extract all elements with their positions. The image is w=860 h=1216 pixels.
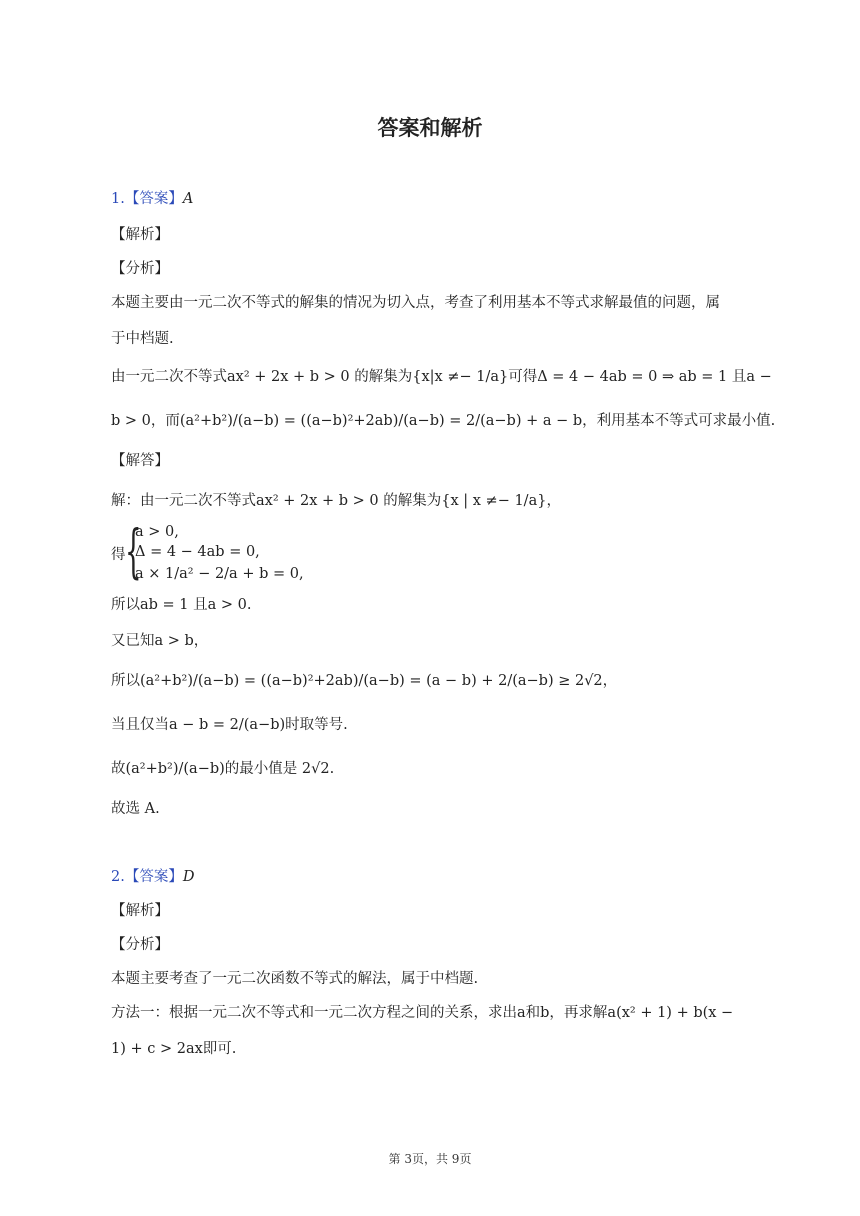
q1-system-row-1: a > 0, <box>135 524 179 540</box>
q2-answer-heading <box>111 866 194 888</box>
q1-fenxi-text-1: 本题主要由一元二次不等式的解集的情况为切入点，考查了利用基本不等式求解最值的问题，属 <box>111 295 720 311</box>
q1-answer: A <box>182 191 194 207</box>
page-footer: 第 3页，共 9页 <box>388 1152 472 1166</box>
q2-jiexi-heading: 【解析】 <box>111 903 169 919</box>
q1-system-row-3: a × 1/a² − 2/a + b = 0, <box>135 566 304 582</box>
q2-fenxi-heading: 【分析】 <box>111 937 169 953</box>
q1-fenxi-text-2: 于中档题. <box>111 331 174 347</box>
q1-line-gu: 故(a²+b²)/(a−b)的最小值是 2√2. <box>111 761 335 777</box>
q1-line-guxuan: 故选 A. <box>111 801 160 817</box>
q1-answer-heading <box>111 188 193 210</box>
q1-jie-line-1: 解：由一元二次不等式ax² + 2x + b > 0 的解集为{x | x ≠− 1/a}， <box>111 493 561 509</box>
q1-fenxi-text-4: b > 0，而(a²+b²)/(a−b) = ((a−b)²+2ab)/(a−b) = 2/(a−b) + a − b，利用基本不等式可求最小值. <box>111 413 776 429</box>
q2-text-3: 1) + c > 2ax即可. <box>111 1041 237 1057</box>
q1-fenxi-text-3: 由一元二次不等式ax² + 2x + b > 0 的解集为{x|x ≠− 1/a}可得Δ = 4 − 4ab = 0 ⇒ ab = 1 且a − <box>111 369 772 385</box>
q2-label: 2.【答案】 <box>111 869 183 885</box>
q2-text-1: 本题主要考查了一元二次函数不等式的解法，属于中档题. <box>111 971 479 987</box>
q1-jieda-heading: 【解答】 <box>111 453 169 469</box>
q1-line-dangqie: 当且仅当a − b = 2/(a−b)时取等号. <box>111 717 348 733</box>
q1-label: 1.【答案】 <box>111 191 183 207</box>
left-brace-icon: { <box>125 517 142 585</box>
q1-line-suoyi: 所以ab = 1 且a > 0. <box>111 597 252 613</box>
q1-fenxi-heading: 【分析】 <box>111 261 169 277</box>
q1-system-row-2: Δ = 4 − 4ab = 0, <box>135 544 260 560</box>
q1-de-label: 得 <box>111 547 126 563</box>
page-title: 答案和解析 <box>377 116 483 140</box>
q1-jiexi-heading: 【解析】 <box>111 227 169 243</box>
q2-text-2: 方法一：根据一元二次不等式和一元二次方程之间的关系，求出a和b，再求解a(x² + 1) + b(x − <box>111 1005 734 1021</box>
q1-line-suoyi-2: 所以(a²+b²)/(a−b) = ((a−b)²+2ab)/(a−b) = (a − b) + 2/(a−b) ≥ 2√2， <box>111 673 618 689</box>
q1-line-youzhi: 又已知a > b， <box>111 633 209 649</box>
q2-answer: D <box>182 869 195 885</box>
